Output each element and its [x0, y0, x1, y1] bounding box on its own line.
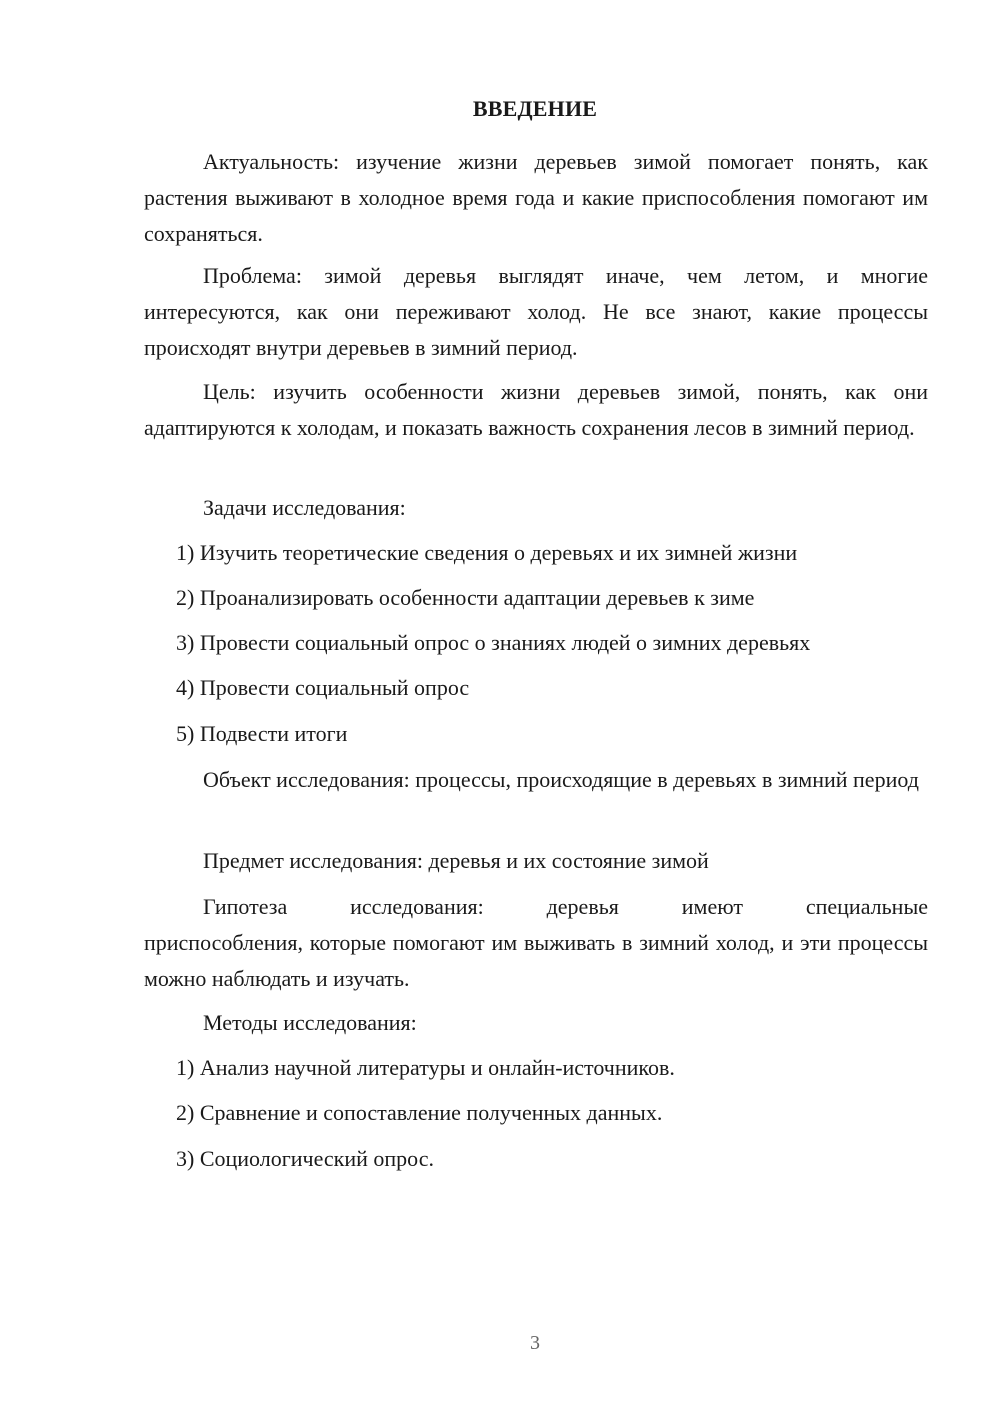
page-number: 3 [530, 1332, 540, 1354]
task-item-3: 3) Провести социальный опрос о знаниях людей о зимних деревьях [176, 630, 811, 655]
task-item-5: 5) Подвести итоги [176, 721, 348, 746]
section-heading: ВВЕДЕНИЕ [472, 96, 598, 121]
methods-title: Методы исследования: [203, 1010, 417, 1035]
goal-paragraph: Цель: изучить особенности жизни деревьев зимой, понять, как они адаптируются к холодам, и показать важность сохранения лесов в зимний период. [144, 379, 928, 440]
task-item-2: 2) Проанализировать особенности адаптации деревьев к зиме [176, 585, 755, 610]
hypothesis-continuation: приспособления, которые помогают им выживать в зимний холод, и эти процессы можно наблюдать и изучать. [144, 930, 928, 991]
subject-paragraph: Предмет исследования: деревья и их состояние зимой [203, 848, 709, 873]
hypothesis-first-line: Гипотеза исследования: деревья имеют специальные [203, 894, 928, 919]
task-item-1: 1) Изучить теоретические сведения о деревьях и их зимней жизни [176, 540, 798, 565]
method-item-3: 3) Социологический опрос. [176, 1146, 434, 1171]
method-item-1: 1) Анализ научной литературы и онлайн-источников. [176, 1055, 675, 1080]
tasks-title: Задачи исследования: [203, 495, 406, 520]
problem-paragraph: Проблема: зимой деревья выглядят иначе, чем летом, и многие интересуются, как они переживают холод. Не все знают, какие процессы происходят внутри деревьев в зимний период. [144, 263, 928, 360]
object-paragraph: Объект исследования: процессы, происходящие в деревьях в зимний период [203, 767, 919, 792]
relevance-paragraph: Актуальность: изучение жизни деревьев зимой помогает понять, как растения выживают в холодное время года и какие приспособления помогают им сохраняться. [144, 149, 928, 246]
task-item-4: 4) Провести социальный опрос [176, 675, 470, 700]
method-item-2: 2) Сравнение и сопоставление полученных данных. [176, 1100, 663, 1125]
